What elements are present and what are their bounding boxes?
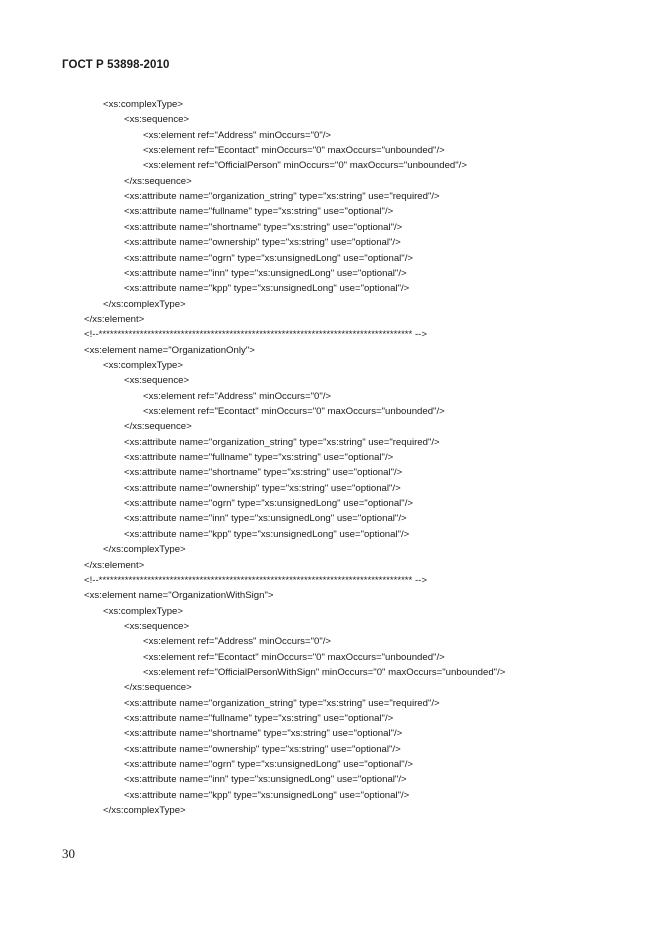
- code-line: <xs:attribute name="fullname" type="xs:string" use="optional"/>: [124, 206, 394, 218]
- code-line: </xs:complexType>: [103, 544, 186, 556]
- code-line: <xs:attribute name="shortname" type="xs:string" use="optional"/>: [124, 221, 403, 233]
- document-header: ГОСТ Р 53898-2010: [62, 59, 170, 71]
- code-line: <xs:sequence>: [124, 375, 190, 387]
- code-line: <xs:attribute name="ownership" type="xs:string" use="optional"/>: [124, 482, 401, 494]
- code-line: </xs:element>: [84, 559, 145, 571]
- code-line: </xs:sequence>: [124, 175, 192, 187]
- comment-separator: <!--************************************************************************************ -->: [84, 574, 427, 586]
- code-line: <xs:attribute name="organization_string" type="xs:string" use="required"/>: [124, 436, 440, 448]
- code-line: <xs:element ref="OfficialPersonWithSign" minOccurs="0" maxOccurs="unbounded"/>: [143, 666, 506, 678]
- code-line: <xs:attribute name="fullname" type="xs:string" use="optional"/>: [124, 713, 394, 724]
- code-line: <xs:attribute name="organization_string" type="xs:string" use="required"/>: [124, 697, 440, 709]
- code-line: <xs:element name="OrganizationOnly">: [84, 344, 255, 356]
- code-line: <xs:attribute name="inn" type="xs:unsignedLong" use="optional"/>: [124, 774, 407, 786]
- code-line: <xs:element ref="OfficialPerson" minOccurs="0" maxOccurs="unbounded"/>: [143, 160, 467, 172]
- code-line: <xs:attribute name="kpp" type="xs:unsignedLong" use="optional"/>: [124, 283, 410, 295]
- code-line: </xs:sequence>: [124, 421, 192, 433]
- code-line: <xs:attribute name="shortname" type="xs:string" use="optional"/>: [124, 728, 403, 740]
- code-line: <xs:sequence>: [124, 620, 190, 632]
- comment-separator: <!--************************************************************************************ -->: [84, 329, 427, 341]
- code-line: <xs:attribute name="organization_string" type="xs:string" use="required"/>: [124, 191, 440, 203]
- code-line: <xs:attribute name="ownership" type="xs:string" use="optional"/>: [124, 743, 401, 755]
- code-line: </xs:complexType>: [103, 805, 186, 817]
- code-line: <xs:element name="OrganizationWithSign">: [84, 590, 274, 602]
- code-line: </xs:sequence>: [124, 682, 192, 694]
- code-line: <xs:sequence>: [124, 114, 190, 126]
- code-line: <xs:attribute name="inn" type="xs:unsignedLong" use="optional"/>: [124, 267, 407, 279]
- code-line: <xs:complexType>: [103, 605, 183, 617]
- code-line: <xs:element ref="Econtact" minOccurs="0" maxOccurs="unbounded"/>: [143, 406, 445, 417]
- code-line: <xs:element ref="Econtact" minOccurs="0" maxOccurs="unbounded"/>: [143, 651, 445, 663]
- code-line: <xs:attribute name="kpp" type="xs:unsignedLong" use="optional"/>: [124, 789, 410, 801]
- code-line: </xs:element>: [84, 313, 145, 325]
- code-line: <xs:attribute name="ogrn" type="xs:unsignedLong" use="optional"/>: [124, 759, 413, 771]
- code-line: <xs:element ref="Address" minOccurs="0"/>: [143, 129, 331, 141]
- code-line: <xs:element ref="Econtact" minOccurs="0" maxOccurs="unbounded"/>: [143, 145, 445, 157]
- code-line: <xs:attribute name="ownership" type="xs:string" use="optional"/>: [124, 237, 401, 249]
- code-line: </xs:complexType>: [103, 298, 186, 310]
- code-line: <xs:complexType>: [103, 359, 183, 371]
- code-line: <xs:attribute name="inn" type="xs:unsignedLong" use="optional"/>: [124, 513, 407, 525]
- code-line: <xs:element ref="Address" minOccurs="0"/>: [143, 636, 331, 648]
- code-line: <xs:attribute name="ogrn" type="xs:unsignedLong" use="optional"/>: [124, 498, 413, 510]
- code-line: <xs:complexType>: [103, 99, 183, 110]
- code-line: <xs:element ref="Address" minOccurs="0"/>: [143, 390, 331, 402]
- code-line: <xs:attribute name="ogrn" type="xs:unsignedLong" use="optional"/>: [124, 252, 413, 264]
- code-line: <xs:attribute name="kpp" type="xs:unsignedLong" use="optional"/>: [124, 528, 410, 540]
- page-number: 30: [62, 846, 75, 861]
- code-line: <xs:attribute name="shortname" type="xs:string" use="optional"/>: [124, 467, 403, 479]
- code-line: <xs:attribute name="fullname" type="xs:string" use="optional"/>: [124, 452, 394, 464]
